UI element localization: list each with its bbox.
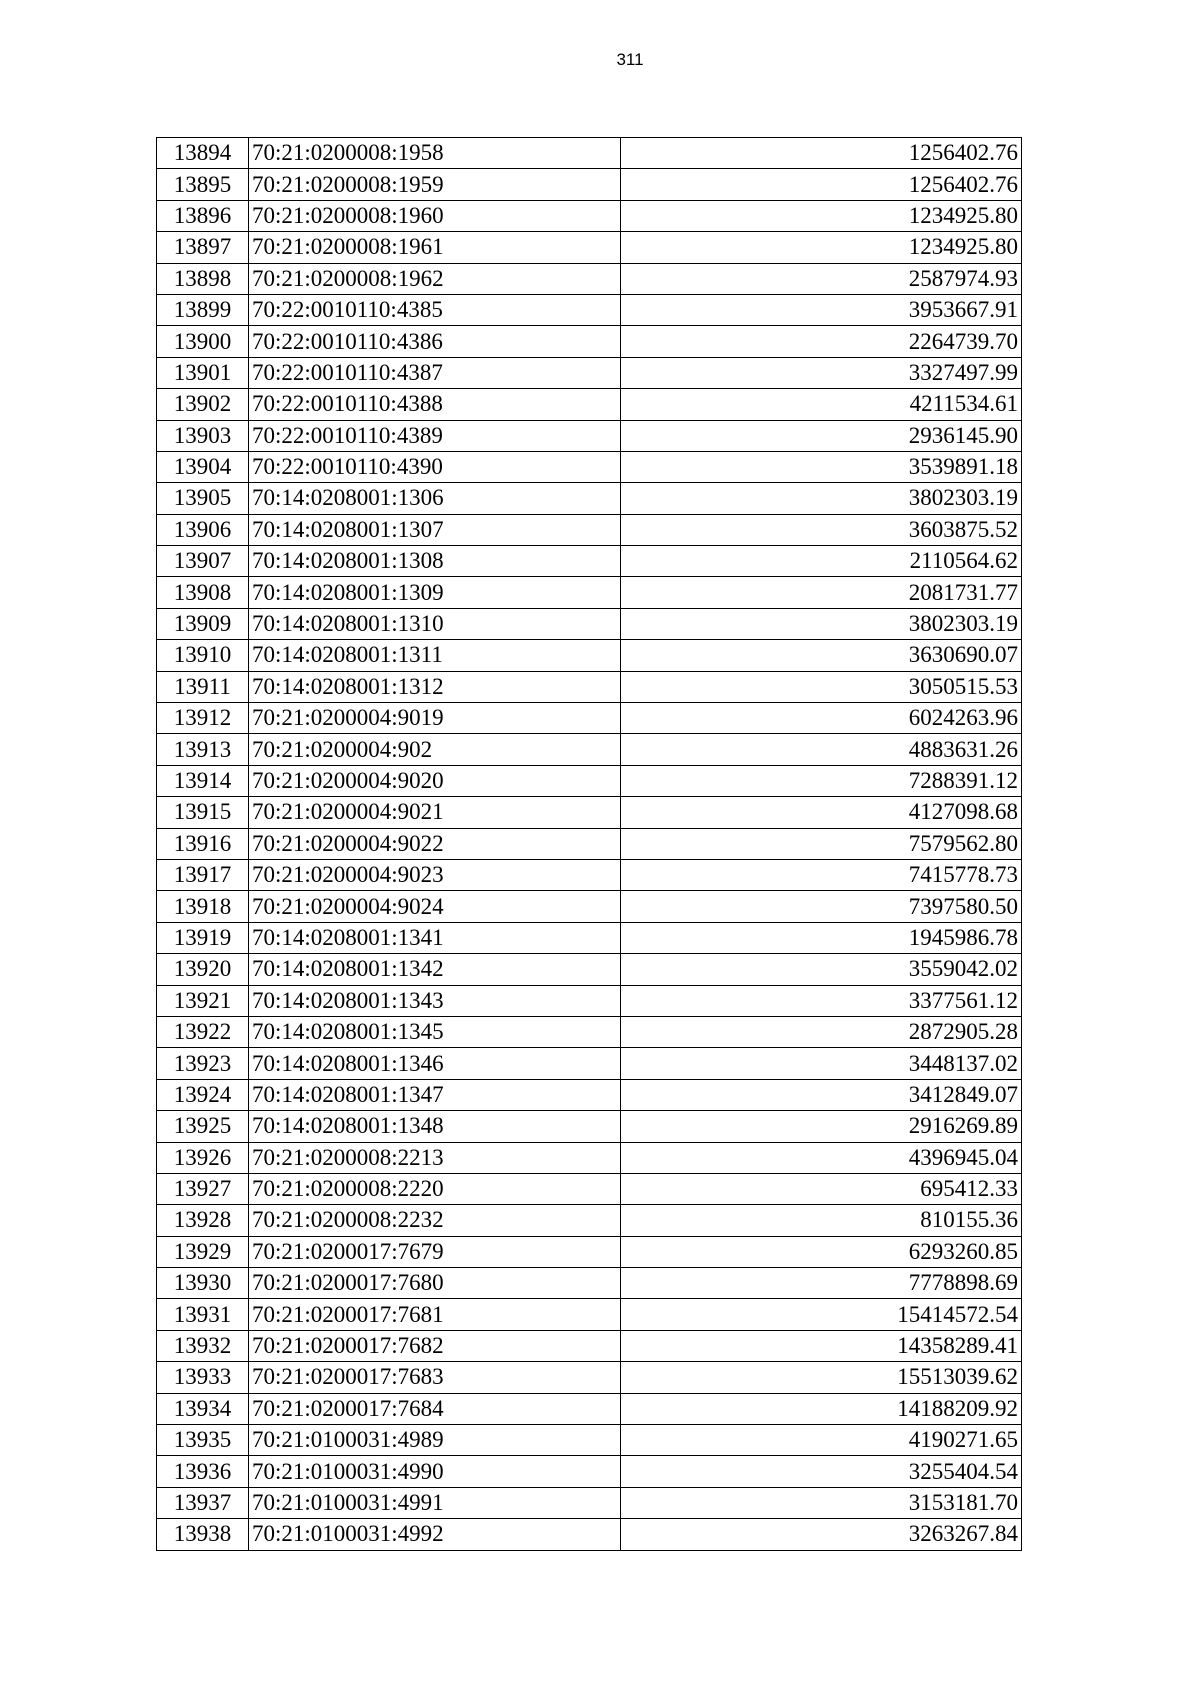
cadastral-value-cell: 3802303.19	[621, 483, 1022, 514]
cadastral-value-cell: 4396945.04	[621, 1142, 1022, 1173]
table-row	[157, 954, 1022, 985]
cadastral-value-cell: 1256402.76	[621, 138, 1022, 169]
table-row	[157, 1362, 1022, 1393]
table-row	[157, 357, 1022, 388]
cadastral-number-cell: 70:14:0208001:1348	[249, 1111, 621, 1142]
cadastral-value-cell: 3603875.52	[621, 514, 1022, 545]
cadastral-value-cell: 7397580.50	[621, 891, 1022, 922]
cadastral-number-cell: 70:21:0200017:7682	[249, 1330, 621, 1361]
row-number-cell: 13896	[157, 200, 249, 231]
cadastral-value-cell: 3630690.07	[621, 640, 1022, 671]
cadastral-value-cell: 3802303.19	[621, 608, 1022, 639]
row-number-cell: 13913	[157, 734, 249, 765]
row-number-cell: 13921	[157, 985, 249, 1016]
cadastral-value-cell: 1256402.76	[621, 169, 1022, 200]
table-row	[157, 326, 1022, 357]
table-row	[157, 828, 1022, 859]
cadastral-value-cell: 7415778.73	[621, 859, 1022, 890]
cadastral-number-cell: 70:21:0200004:9021	[249, 797, 621, 828]
cadastral-number-cell: 70:21:0200008:2232	[249, 1205, 621, 1236]
table-row	[157, 451, 1022, 482]
table-row	[157, 514, 1022, 545]
cadastral-number-cell: 70:14:0208001:1308	[249, 546, 621, 577]
table-row	[157, 608, 1022, 639]
table-row	[157, 1016, 1022, 1047]
cadastral-number-cell: 70:21:0200004:9019	[249, 703, 621, 734]
table-row	[157, 859, 1022, 890]
table-row	[157, 703, 1022, 734]
cadastral-number-cell: 70:21:0200008:2213	[249, 1142, 621, 1173]
table-row	[157, 765, 1022, 796]
row-number-cell: 13936	[157, 1456, 249, 1487]
row-number-cell: 13914	[157, 765, 249, 796]
row-number-cell: 13895	[157, 169, 249, 200]
row-number-cell: 13924	[157, 1079, 249, 1110]
cadastral-number-cell: 70:21:0200017:7681	[249, 1299, 621, 1330]
table-row	[157, 797, 1022, 828]
row-number-cell: 13932	[157, 1330, 249, 1361]
cadastral-value-cell: 810155.36	[621, 1205, 1022, 1236]
cadastral-value-cell: 7778898.69	[621, 1268, 1022, 1299]
table-row	[157, 546, 1022, 577]
cadastral-value-cell: 15513039.62	[621, 1362, 1022, 1393]
cadastral-number-cell: 70:21:0200008:1961	[249, 232, 621, 263]
table-row	[157, 483, 1022, 514]
cadastral-value-cell: 6293260.85	[621, 1236, 1022, 1267]
table-row	[157, 1142, 1022, 1173]
table-row	[157, 1456, 1022, 1487]
cadastral-value-cell: 1945986.78	[621, 922, 1022, 953]
cadastral-number-cell: 70:14:0208001:1345	[249, 1016, 621, 1047]
cadastral-number-cell: 70:14:0208001:1346	[249, 1048, 621, 1079]
table-row	[157, 169, 1022, 200]
cadastral-number-cell: 70:14:0208001:1310	[249, 608, 621, 639]
table-row	[157, 1173, 1022, 1204]
row-number-cell: 13931	[157, 1299, 249, 1330]
row-number-cell: 13925	[157, 1111, 249, 1142]
cadastral-value-cell: 3327497.99	[621, 357, 1022, 388]
cadastral-number-cell: 70:22:0010110:4388	[249, 389, 621, 420]
cadastral-number-cell: 70:21:0200004:9024	[249, 891, 621, 922]
cadastral-value-cell: 1234925.80	[621, 232, 1022, 263]
cadastral-number-cell: 70:22:0010110:4386	[249, 326, 621, 357]
page-number: 311	[616, 50, 644, 69]
cadastral-number-cell: 70:14:0208001:1343	[249, 985, 621, 1016]
table-row	[157, 1519, 1022, 1550]
cadastral-number-cell: 70:21:0200017:7683	[249, 1362, 621, 1393]
row-number-cell: 13935	[157, 1425, 249, 1456]
cadastral-value-cell: 3559042.02	[621, 954, 1022, 985]
row-number-cell: 13907	[157, 546, 249, 577]
row-number-cell: 13915	[157, 797, 249, 828]
row-number-cell: 13937	[157, 1487, 249, 1518]
cadastral-number-cell: 70:22:0010110:4387	[249, 357, 621, 388]
row-number-cell: 13894	[157, 138, 249, 169]
row-number-cell: 13912	[157, 703, 249, 734]
table-row	[157, 1393, 1022, 1424]
cadastral-number-cell: 70:14:0208001:1307	[249, 514, 621, 545]
cadastral-number-cell: 70:22:0010110:4385	[249, 294, 621, 325]
row-number-cell: 13920	[157, 954, 249, 985]
row-number-cell: 13898	[157, 263, 249, 294]
row-number-cell: 13900	[157, 326, 249, 357]
cadastral-number-cell: 70:21:0200004:9022	[249, 828, 621, 859]
row-number-cell: 13909	[157, 608, 249, 639]
table-row	[157, 1330, 1022, 1361]
cadastral-number-cell: 70:21:0200008:1960	[249, 200, 621, 231]
cadastral-number-cell: 70:21:0100031:4991	[249, 1487, 621, 1518]
cadastral-number-cell: 70:14:0208001:1341	[249, 922, 621, 953]
cadastral-value-cell: 2872905.28	[621, 1016, 1022, 1047]
cadastral-value-cell: 3153181.70	[621, 1487, 1022, 1518]
cadastral-value-cell: 2916269.89	[621, 1111, 1022, 1142]
row-number-cell: 13926	[157, 1142, 249, 1173]
row-number-cell: 13929	[157, 1236, 249, 1267]
cadastral-number-cell: 70:21:0100031:4990	[249, 1456, 621, 1487]
row-number-cell: 13904	[157, 451, 249, 482]
cadastral-value-cell: 3448137.02	[621, 1048, 1022, 1079]
row-number-cell: 13903	[157, 420, 249, 451]
table-body	[157, 138, 1022, 1551]
cadastral-number-cell: 70:14:0208001:1311	[249, 640, 621, 671]
cadastral-value-cell: 4127098.68	[621, 797, 1022, 828]
cadastral-value-cell: 4211534.61	[621, 389, 1022, 420]
cadastral-number-cell: 70:21:0200004:9023	[249, 859, 621, 890]
row-number-cell: 13930	[157, 1268, 249, 1299]
cadastral-number-cell: 70:21:0200004:9020	[249, 765, 621, 796]
cadastral-number-cell: 70:21:0200008:1958	[249, 138, 621, 169]
cadastral-value-table	[156, 137, 1022, 1551]
table-row	[157, 1425, 1022, 1456]
row-number-cell: 13922	[157, 1016, 249, 1047]
row-number-cell: 13899	[157, 294, 249, 325]
cadastral-number-cell: 70:21:0200008:1962	[249, 263, 621, 294]
table-row	[157, 1111, 1022, 1142]
row-number-cell: 13923	[157, 1048, 249, 1079]
table-row	[157, 1205, 1022, 1236]
table-row	[157, 389, 1022, 420]
row-number-cell: 13911	[157, 671, 249, 702]
cadastral-value-cell: 2110564.62	[621, 546, 1022, 577]
cadastral-number-cell: 70:21:0200004:902	[249, 734, 621, 765]
row-number-cell: 13902	[157, 389, 249, 420]
table-row	[157, 1236, 1022, 1267]
table-row	[157, 1268, 1022, 1299]
row-number-cell: 13933	[157, 1362, 249, 1393]
row-number-cell: 13934	[157, 1393, 249, 1424]
row-number-cell: 13910	[157, 640, 249, 671]
cadastral-number-cell: 70:14:0208001:1342	[249, 954, 621, 985]
table-row	[157, 232, 1022, 263]
row-number-cell: 13908	[157, 577, 249, 608]
row-number-cell: 13897	[157, 232, 249, 263]
cadastral-value-cell: 14358289.41	[621, 1330, 1022, 1361]
table-row	[157, 734, 1022, 765]
cadastral-value-cell: 2587974.93	[621, 263, 1022, 294]
cadastral-value-cell: 2264739.70	[621, 326, 1022, 357]
cadastral-number-cell: 70:14:0208001:1309	[249, 577, 621, 608]
cadastral-value-cell: 4190271.65	[621, 1425, 1022, 1456]
cadastral-value-cell: 4883631.26	[621, 734, 1022, 765]
row-number-cell: 13938	[157, 1519, 249, 1550]
cadastral-number-cell: 70:21:0200017:7679	[249, 1236, 621, 1267]
row-number-cell: 13917	[157, 859, 249, 890]
table-row	[157, 891, 1022, 922]
table-row	[157, 985, 1022, 1016]
table-row	[157, 263, 1022, 294]
table-row	[157, 294, 1022, 325]
cadastral-value-cell: 14188209.92	[621, 1393, 1022, 1424]
table-row	[157, 640, 1022, 671]
cadastral-number-cell: 70:21:0100031:4989	[249, 1425, 621, 1456]
table-row	[157, 577, 1022, 608]
row-number-cell: 13928	[157, 1205, 249, 1236]
table-row	[157, 1048, 1022, 1079]
cadastral-value-cell: 3953667.91	[621, 294, 1022, 325]
cadastral-value-cell: 15414572.54	[621, 1299, 1022, 1330]
table-row	[157, 1079, 1022, 1110]
cadastral-value-cell: 3377561.12	[621, 985, 1022, 1016]
row-number-cell: 13919	[157, 922, 249, 953]
cadastral-value-cell: 695412.33	[621, 1173, 1022, 1204]
cadastral-number-cell: 70:21:0100031:4992	[249, 1519, 621, 1550]
table-row	[157, 200, 1022, 231]
row-number-cell: 13901	[157, 357, 249, 388]
cadastral-value-cell: 6024263.96	[621, 703, 1022, 734]
cadastral-value-cell: 3050515.53	[621, 671, 1022, 702]
cadastral-value-cell: 3539891.18	[621, 451, 1022, 482]
cadastral-value-cell: 1234925.80	[621, 200, 1022, 231]
table-row	[157, 420, 1022, 451]
table-row	[157, 1299, 1022, 1330]
cadastral-value-cell: 7579562.80	[621, 828, 1022, 859]
cadastral-value-cell: 2936145.90	[621, 420, 1022, 451]
cadastral-number-cell: 70:21:0200017:7680	[249, 1268, 621, 1299]
cadastral-number-cell: 70:21:0200008:2220	[249, 1173, 621, 1204]
cadastral-value-cell: 3263267.84	[621, 1519, 1022, 1550]
table-row	[157, 1487, 1022, 1518]
row-number-cell: 13916	[157, 828, 249, 859]
cadastral-number-cell: 70:22:0010110:4390	[249, 451, 621, 482]
table-row	[157, 138, 1022, 169]
row-number-cell: 13905	[157, 483, 249, 514]
cadastral-value-cell: 3412849.07	[621, 1079, 1022, 1110]
cadastral-value-cell: 3255404.54	[621, 1456, 1022, 1487]
cadastral-number-cell: 70:14:0208001:1306	[249, 483, 621, 514]
cadastral-number-cell: 70:21:0200017:7684	[249, 1393, 621, 1424]
table-row	[157, 671, 1022, 702]
row-number-cell: 13906	[157, 514, 249, 545]
cadastral-value-cell: 2081731.77	[621, 577, 1022, 608]
row-number-cell: 13918	[157, 891, 249, 922]
cadastral-number-cell: 70:22:0010110:4389	[249, 420, 621, 451]
cadastral-value-cell: 7288391.12	[621, 765, 1022, 796]
table-row	[157, 922, 1022, 953]
cadastral-number-cell: 70:14:0208001:1347	[249, 1079, 621, 1110]
cadastral-number-cell: 70:21:0200008:1959	[249, 169, 621, 200]
cadastral-number-cell: 70:14:0208001:1312	[249, 671, 621, 702]
row-number-cell: 13927	[157, 1173, 249, 1204]
